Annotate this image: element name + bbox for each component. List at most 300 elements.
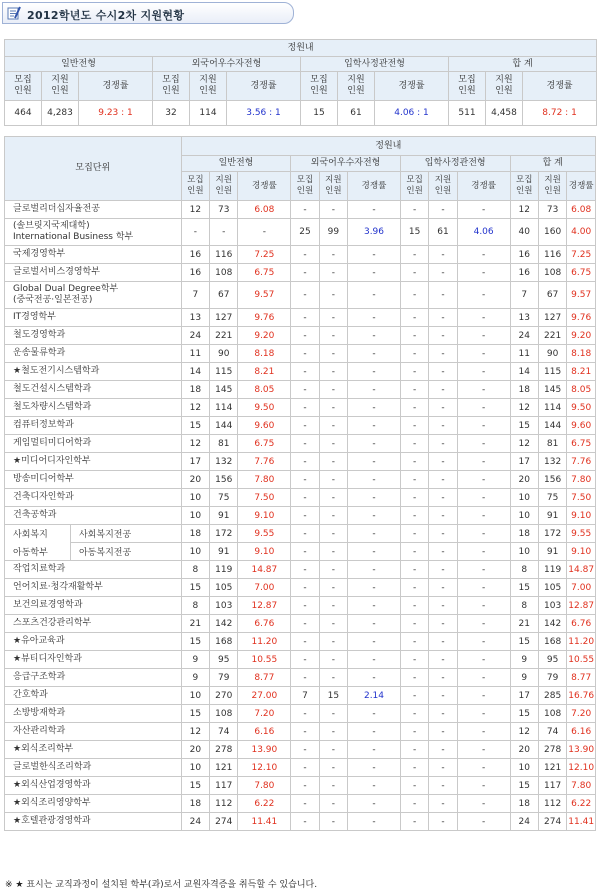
count-cell: 17 <box>181 453 209 471</box>
table-row <box>5 777 596 795</box>
dept-name-text: IT경영학부 <box>13 312 56 322</box>
count-cell: - <box>400 813 428 831</box>
count-cell: 91 <box>538 507 566 525</box>
ratio-cell: - <box>348 525 401 543</box>
dept-name-text: ★철도전기시스템학과 <box>13 366 100 376</box>
count-cell: 24 <box>181 813 209 831</box>
ratio-cell: - <box>348 264 401 282</box>
ratio-cell: - <box>457 615 510 633</box>
count-cell: - <box>429 579 457 597</box>
ratio-cell: 9.20 <box>567 327 596 345</box>
count-cell: 74 <box>538 723 566 741</box>
count-cell: 21 <box>510 615 538 633</box>
ratio-cell: 7.80 <box>567 471 596 489</box>
count-cell: - <box>400 615 428 633</box>
count-cell: 12 <box>181 399 209 417</box>
count-cell: - <box>291 264 319 282</box>
count-cell: 10 <box>181 543 209 561</box>
ratio-cell: - <box>457 633 510 651</box>
count-cell: - <box>291 435 319 453</box>
count-cell: 20 <box>510 471 538 489</box>
dept-name <box>5 327 182 345</box>
dept-name-text: 철도건설시스템학과 <box>13 384 92 394</box>
dept-major: 사회복지전공 <box>70 525 181 543</box>
ratio-cell: - <box>457 579 510 597</box>
ratio-cell: 6.22 <box>238 795 291 813</box>
count-cell: - <box>400 435 428 453</box>
dept-name-text: ★뷰티디자인학과 <box>13 654 82 664</box>
general-header-2: 일반전형 <box>181 156 291 172</box>
count-cell: - <box>429 705 457 723</box>
col-header-recruit: 모집 인원 <box>510 172 538 201</box>
count-cell: - <box>319 741 347 759</box>
count-cell: - <box>429 813 457 831</box>
summary-ratio: 3.56 : 1 <box>227 101 301 126</box>
table-row <box>5 813 596 831</box>
count-cell: - <box>291 363 319 381</box>
ratio-cell: 2.14 <box>348 687 401 705</box>
count-cell: 21 <box>181 615 209 633</box>
total-header: 합 계 <box>449 57 597 72</box>
count-cell: 116 <box>538 246 566 264</box>
count-cell: - <box>181 219 209 246</box>
summary-ratio: 8.72 : 1 <box>523 101 597 126</box>
count-cell: - <box>291 795 319 813</box>
ratio-cell: - <box>457 282 510 309</box>
count-cell: 12 <box>510 201 538 219</box>
dept-name-text: 철도차량시스템학과 <box>13 402 92 412</box>
count-cell: - <box>429 327 457 345</box>
count-cell: - <box>429 471 457 489</box>
dept-name-text: ★외식조리영양학부 <box>13 798 91 808</box>
ratio-cell: - <box>348 615 401 633</box>
ratio-cell: - <box>348 759 401 777</box>
ratio-cell: 6.75 <box>567 264 596 282</box>
count-cell: 15 <box>181 777 209 795</box>
count-cell: - <box>319 669 347 687</box>
count-cell: - <box>291 327 319 345</box>
count-cell: - <box>319 264 347 282</box>
count-cell: 114 <box>210 399 238 417</box>
dept-name-text: 보건의료경영학과 <box>13 600 83 610</box>
ratio-cell: - <box>348 543 401 561</box>
count-cell: - <box>400 453 428 471</box>
count-cell: 18 <box>181 525 209 543</box>
col-header-ratio: 경쟁률 <box>375 72 449 101</box>
ratio-cell: - <box>348 813 401 831</box>
count-cell: - <box>291 777 319 795</box>
ratio-cell: 12.87 <box>238 597 291 615</box>
ratio-cell: 9.20 <box>238 327 291 345</box>
count-cell: 12 <box>510 435 538 453</box>
table-row <box>5 489 596 507</box>
count-cell: - <box>429 201 457 219</box>
summary-recruit: 511 <box>449 101 486 126</box>
table-row <box>5 507 596 525</box>
count-cell: - <box>429 363 457 381</box>
ratio-cell: 8.21 <box>238 363 291 381</box>
table-row <box>5 345 596 363</box>
ratio-cell: 9.55 <box>238 525 291 543</box>
col-header-ratio: 경쟁률 <box>238 172 291 201</box>
ratio-cell: 9.57 <box>567 282 596 309</box>
count-cell: 15 <box>510 579 538 597</box>
ratio-cell: - <box>348 489 401 507</box>
count-cell: 25 <box>291 219 319 246</box>
general-header: 일반전형 <box>5 57 153 72</box>
count-cell: 119 <box>210 561 238 579</box>
count-cell: 12 <box>510 399 538 417</box>
table-row <box>5 651 596 669</box>
count-cell: - <box>400 489 428 507</box>
col-header-recruit: 모집 인원 <box>181 172 209 201</box>
ratio-cell: 9.57 <box>238 282 291 309</box>
count-cell: 144 <box>210 417 238 435</box>
dept-name-text: 건축공학과 <box>13 510 57 520</box>
count-cell: 18 <box>181 795 209 813</box>
count-cell: 10 <box>510 507 538 525</box>
ratio-cell: 6.75 <box>238 435 291 453</box>
count-cell: 10 <box>181 507 209 525</box>
count-cell: 103 <box>538 597 566 615</box>
count-cell: - <box>429 687 457 705</box>
table-row <box>5 246 596 264</box>
count-cell: 168 <box>210 633 238 651</box>
ratio-cell: - <box>348 435 401 453</box>
count-cell: - <box>429 651 457 669</box>
count-cell: 108 <box>210 705 238 723</box>
dept-name <box>5 489 182 507</box>
count-cell: - <box>319 525 347 543</box>
dept-name <box>5 813 182 831</box>
table-row <box>5 543 596 561</box>
ratio-cell: 9.10 <box>567 507 596 525</box>
count-cell: 145 <box>538 381 566 399</box>
table-row <box>5 453 596 471</box>
ratio-cell: - <box>457 453 510 471</box>
ratio-cell: 11.20 <box>567 633 596 651</box>
ratio-cell: 6.76 <box>567 615 596 633</box>
ratio-cell: - <box>457 777 510 795</box>
ratio-cell: 7.80 <box>567 777 596 795</box>
count-cell: 115 <box>538 363 566 381</box>
count-cell: - <box>319 417 347 435</box>
count-cell: - <box>319 399 347 417</box>
count-cell: - <box>291 507 319 525</box>
count-cell: - <box>429 795 457 813</box>
count-cell: - <box>400 345 428 363</box>
ratio-cell: 3.96 <box>348 219 401 246</box>
ratio-cell: - <box>457 723 510 741</box>
count-cell: 91 <box>538 543 566 561</box>
count-cell: 20 <box>181 741 209 759</box>
ratio-cell: 7.76 <box>567 453 596 471</box>
ratio-cell: - <box>457 327 510 345</box>
col-header-recruit: 모집 인원 <box>301 72 338 101</box>
count-cell: - <box>400 471 428 489</box>
count-cell: - <box>400 579 428 597</box>
ratio-cell: - <box>457 264 510 282</box>
count-cell: 81 <box>210 435 238 453</box>
dept-name-text: ★유아교육과 <box>13 636 65 646</box>
dept-name-text: ★미디어디자인학부 <box>13 456 91 466</box>
count-cell: 61 <box>429 219 457 246</box>
count-cell: - <box>400 705 428 723</box>
count-cell: - <box>429 525 457 543</box>
count-cell: 10 <box>510 543 538 561</box>
count-cell: - <box>429 543 457 561</box>
count-cell: - <box>429 741 457 759</box>
ratio-cell: - <box>348 579 401 597</box>
dept-group: 사회복지 <box>5 525 71 543</box>
dept-name <box>5 669 182 687</box>
ratio-cell: - <box>348 363 401 381</box>
count-cell: - <box>400 309 428 327</box>
count-cell: 40 <box>510 219 538 246</box>
ratio-cell: - <box>457 705 510 723</box>
ratio-cell: 6.16 <box>238 723 291 741</box>
count-cell: 285 <box>538 687 566 705</box>
ratio-cell: - <box>348 246 401 264</box>
dept-name-text: 국제경영학부 <box>13 249 66 259</box>
count-cell: - <box>319 651 347 669</box>
ratio-cell: 7.00 <box>567 579 596 597</box>
count-cell: 73 <box>538 201 566 219</box>
ratio-cell: 6.22 <box>567 795 596 813</box>
table-row <box>5 219 596 246</box>
count-cell: 17 <box>510 453 538 471</box>
count-cell: - <box>400 687 428 705</box>
count-cell: 95 <box>210 651 238 669</box>
col-header-applied: 지원 인원 <box>319 172 347 201</box>
count-cell: - <box>291 633 319 651</box>
ratio-cell: 7.25 <box>238 246 291 264</box>
dept-name <box>5 435 182 453</box>
ratio-cell: 7.00 <box>238 579 291 597</box>
count-cell: - <box>400 417 428 435</box>
count-cell: - <box>291 741 319 759</box>
dept-name-text: 글로벌한식조리학과 <box>13 762 92 772</box>
count-cell: 274 <box>538 813 566 831</box>
count-cell: 11 <box>181 345 209 363</box>
ratio-cell: - <box>457 201 510 219</box>
count-cell: 142 <box>538 615 566 633</box>
count-cell: - <box>429 399 457 417</box>
ratio-cell: - <box>457 417 510 435</box>
dept-name <box>5 561 182 579</box>
ratio-cell: - <box>348 669 401 687</box>
count-cell: 91 <box>210 543 238 561</box>
count-cell: - <box>400 633 428 651</box>
count-cell: - <box>319 507 347 525</box>
ratio-cell: 11.20 <box>238 633 291 651</box>
ratio-cell: - <box>457 597 510 615</box>
count-cell: 15 <box>181 579 209 597</box>
count-cell: 15 <box>510 417 538 435</box>
ratio-cell: - <box>348 453 401 471</box>
count-cell: - <box>429 435 457 453</box>
count-cell: 108 <box>538 264 566 282</box>
ratio-cell: - <box>348 705 401 723</box>
ratio-cell: 12.10 <box>238 759 291 777</box>
count-cell: - <box>291 381 319 399</box>
ratio-cell: 9.76 <box>238 309 291 327</box>
count-cell: - <box>429 561 457 579</box>
count-cell: - <box>319 489 347 507</box>
ratio-cell: 8.18 <box>238 345 291 363</box>
table-row <box>5 633 596 651</box>
dept-name-text: 방송미디어학부 <box>13 474 74 484</box>
count-cell: - <box>400 363 428 381</box>
col-header-applied: 지원 인원 <box>190 72 227 101</box>
dept-name-text: 철도경영학과 <box>13 330 66 340</box>
count-cell: - <box>400 381 428 399</box>
count-cell: 127 <box>538 309 566 327</box>
ratio-cell: - <box>348 309 401 327</box>
count-cell: 121 <box>538 759 566 777</box>
col-header-applied: 지원 인원 <box>210 172 238 201</box>
count-cell: 20 <box>510 741 538 759</box>
table-row <box>5 327 596 345</box>
ratio-cell: - <box>348 381 401 399</box>
dept-name <box>5 615 182 633</box>
count-cell: 7 <box>510 282 538 309</box>
count-cell: - <box>319 723 347 741</box>
count-cell: - <box>319 246 347 264</box>
count-cell: 8 <box>181 597 209 615</box>
dept-name <box>5 399 182 417</box>
count-cell: 13 <box>510 309 538 327</box>
count-cell: 144 <box>538 417 566 435</box>
table-row <box>5 597 596 615</box>
count-cell: - <box>291 615 319 633</box>
dept-name-text: 자산관리학과 <box>13 726 66 736</box>
count-cell: 79 <box>538 669 566 687</box>
count-cell: - <box>400 759 428 777</box>
count-cell: - <box>319 381 347 399</box>
table-row <box>5 381 596 399</box>
ratio-cell: 8.05 <box>567 381 596 399</box>
count-cell: - <box>400 597 428 615</box>
ratio-cell: 14.87 <box>567 561 596 579</box>
count-cell: 14 <box>181 363 209 381</box>
count-cell: - <box>319 705 347 723</box>
quota-header-2: 정원내 <box>181 137 595 156</box>
ratio-cell: - <box>457 525 510 543</box>
count-cell: 15 <box>510 777 538 795</box>
ratio-cell: - <box>457 363 510 381</box>
ratio-cell: 7.76 <box>238 453 291 471</box>
summary-ratio: 4.06 : 1 <box>375 101 449 126</box>
dept-name <box>5 471 182 489</box>
summary-applied: 114 <box>190 101 227 126</box>
dept-name <box>5 219 182 246</box>
count-cell: 9 <box>510 651 538 669</box>
count-cell: - <box>319 579 347 597</box>
count-cell: 172 <box>210 525 238 543</box>
col-header-applied: 지원 인원 <box>486 72 523 101</box>
ratio-cell: 6.16 <box>567 723 596 741</box>
ratio-cell: - <box>348 471 401 489</box>
table-row <box>5 264 596 282</box>
total-header-2: 합 계 <box>510 156 595 172</box>
count-cell: 121 <box>210 759 238 777</box>
ratio-cell: 27.00 <box>238 687 291 705</box>
ratio-cell: - <box>457 669 510 687</box>
count-cell: 67 <box>210 282 238 309</box>
count-cell: - <box>319 309 347 327</box>
count-cell: - <box>319 795 347 813</box>
count-cell: 11 <box>510 345 538 363</box>
ratio-cell: 9.10 <box>567 543 596 561</box>
count-cell: 74 <box>210 723 238 741</box>
count-cell: - <box>400 669 428 687</box>
col-header-ratio: 경쟁률 <box>227 72 301 101</box>
dept-name <box>5 723 182 741</box>
ratio-cell: 9.60 <box>567 417 596 435</box>
dept-name <box>5 795 182 813</box>
count-cell: - <box>400 264 428 282</box>
table-row <box>5 759 596 777</box>
dept-name <box>5 264 182 282</box>
ratio-cell: - <box>457 345 510 363</box>
count-cell: 278 <box>538 741 566 759</box>
ratio-cell: - <box>457 813 510 831</box>
dept-name-text: 건축디자인학과 <box>13 492 74 502</box>
count-cell: 270 <box>210 687 238 705</box>
ratio-cell: - <box>457 759 510 777</box>
count-cell: - <box>400 543 428 561</box>
count-cell: 90 <box>538 345 566 363</box>
ratio-cell: 7.25 <box>567 246 596 264</box>
count-cell: 9 <box>510 669 538 687</box>
count-cell: - <box>291 201 319 219</box>
table-row <box>5 525 596 543</box>
dept-name <box>5 507 182 525</box>
count-cell: 18 <box>510 525 538 543</box>
count-cell: 12 <box>510 723 538 741</box>
ratio-cell: 9.55 <box>567 525 596 543</box>
count-cell: 15 <box>400 219 428 246</box>
ratio-cell: - <box>348 399 401 417</box>
count-cell: - <box>429 282 457 309</box>
ratio-cell: 11.41 <box>567 813 596 831</box>
ratio-cell: - <box>457 471 510 489</box>
count-cell: - <box>429 615 457 633</box>
count-cell: - <box>291 471 319 489</box>
count-cell: - <box>400 741 428 759</box>
ratio-cell: 4.00 <box>567 219 596 246</box>
count-cell: 20 <box>181 471 209 489</box>
dept-name <box>5 201 182 219</box>
dept-name-text: 작업치료학과 <box>13 564 66 574</box>
ratio-cell: 16.76 <box>567 687 596 705</box>
count-cell: 112 <box>210 795 238 813</box>
count-cell: 160 <box>538 219 566 246</box>
count-cell: - <box>319 363 347 381</box>
count-cell: 108 <box>538 705 566 723</box>
ratio-cell: - <box>348 507 401 525</box>
count-cell: 132 <box>210 453 238 471</box>
count-cell: 7 <box>181 282 209 309</box>
ratio-cell: - <box>457 543 510 561</box>
col-header-recruit: 모집 인원 <box>449 72 486 101</box>
table-row <box>5 399 596 417</box>
document-pencil-icon <box>7 6 21 20</box>
ratio-cell: 14.87 <box>238 561 291 579</box>
count-cell: - <box>319 633 347 651</box>
count-cell: - <box>429 723 457 741</box>
